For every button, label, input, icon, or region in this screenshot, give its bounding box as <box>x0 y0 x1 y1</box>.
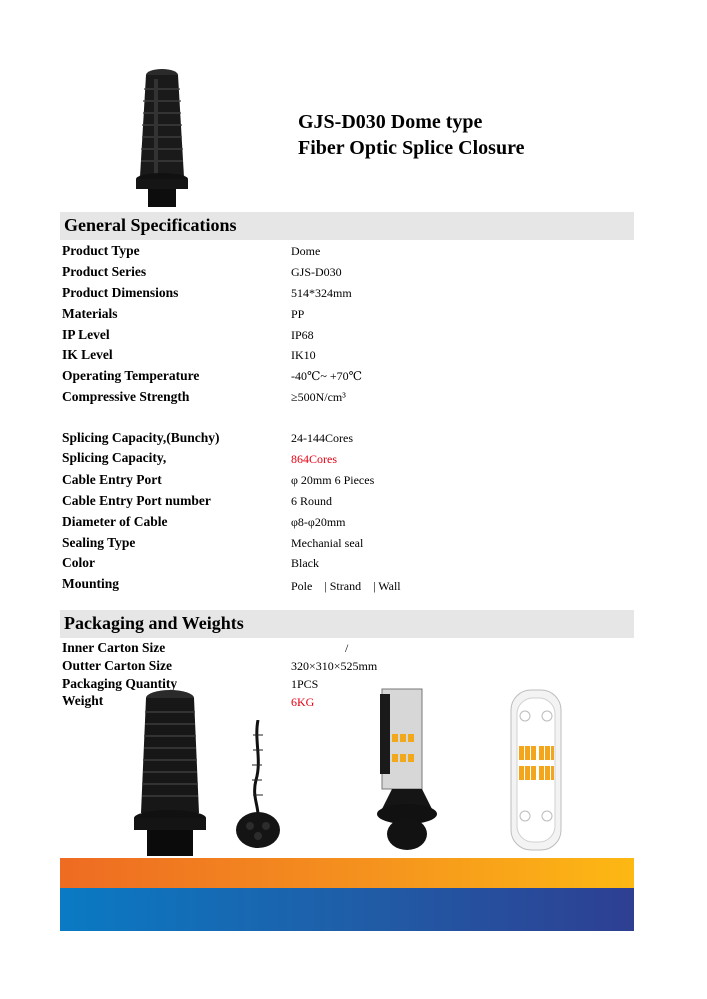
general-specs-title: General Specifications <box>64 215 237 235</box>
doc-title-line1: GJS-D030 Dome type <box>298 111 483 133</box>
spec-label: IP Level <box>62 327 110 342</box>
packaging-label: Inner Carton Size <box>62 640 166 655</box>
product-photo-tray <box>505 686 567 854</box>
spec-value: Mechanial seal <box>291 536 364 550</box>
spec-label: Product Series <box>62 264 147 279</box>
spec-value: 24-144Cores <box>291 431 353 445</box>
spec-value: Dome <box>291 244 321 258</box>
spec-value: ≥500N/cm³ <box>291 390 346 404</box>
product-photo-closed <box>115 688 225 858</box>
spec-value: φ 20mm 6 Pieces <box>291 473 375 487</box>
spec-value: PP <box>291 307 305 321</box>
doc-title-line2: Fiber Optic Splice Closure <box>298 137 525 159</box>
product-photo-open <box>372 674 442 854</box>
spec-label: Materials <box>62 306 118 321</box>
spec-label: Cable Entry Port number <box>62 493 211 508</box>
packaging-value: 1PCS <box>291 677 319 691</box>
spec-value: Black <box>291 556 319 570</box>
spec-label: Sealing Type <box>62 535 136 550</box>
product-image-top <box>110 67 215 209</box>
spec-value: GJS-D030 <box>291 265 342 279</box>
packaging-value: 320×310×525mm <box>291 659 378 673</box>
packaging-value-highlight: 6KG <box>291 695 315 709</box>
spec-value: -40℃~ +70℃ <box>291 369 363 383</box>
footer-band-orange <box>60 858 634 888</box>
spec-label: Compressive Strength <box>62 389 190 404</box>
packaging-label: Outter Carton Size <box>62 658 172 673</box>
spec-value-highlight: 864Cores <box>291 452 337 466</box>
spec-value: IK10 <box>291 348 316 362</box>
spec-value: IP68 <box>291 328 314 342</box>
packaging-label: Packaging Quantity <box>62 676 178 691</box>
spec-label: Product Dimensions <box>62 285 179 300</box>
packaging-title: Packaging and Weights <box>64 613 244 633</box>
packaging-label: Weight <box>62 693 104 708</box>
spec-label: Splicing Capacity, <box>62 450 167 465</box>
spec-value: 6 Round <box>291 494 333 508</box>
spec-label: Color <box>62 555 95 570</box>
general-specs-header <box>60 212 634 240</box>
footer-band-blue <box>60 888 634 931</box>
spec-label: Product Type <box>62 243 140 258</box>
spec-label: Cable Entry Port <box>62 472 162 487</box>
spec-value: Pole | Strand | Wall <box>291 579 401 593</box>
spec-label: Splicing Capacity,(Bunchy) <box>62 430 220 445</box>
spec-value: φ8-φ20mm <box>291 515 346 529</box>
spec-label: Diameter of Cable <box>62 514 168 529</box>
spec-label: IK Level <box>62 347 113 362</box>
product-photo-base <box>228 720 288 855</box>
spec-label: Mounting <box>62 576 120 591</box>
packaging-value: / <box>345 641 349 655</box>
spec-value: 514*324mm <box>291 286 352 300</box>
spec-label: Operating Temperature <box>62 368 200 383</box>
packaging-header <box>60 610 634 638</box>
